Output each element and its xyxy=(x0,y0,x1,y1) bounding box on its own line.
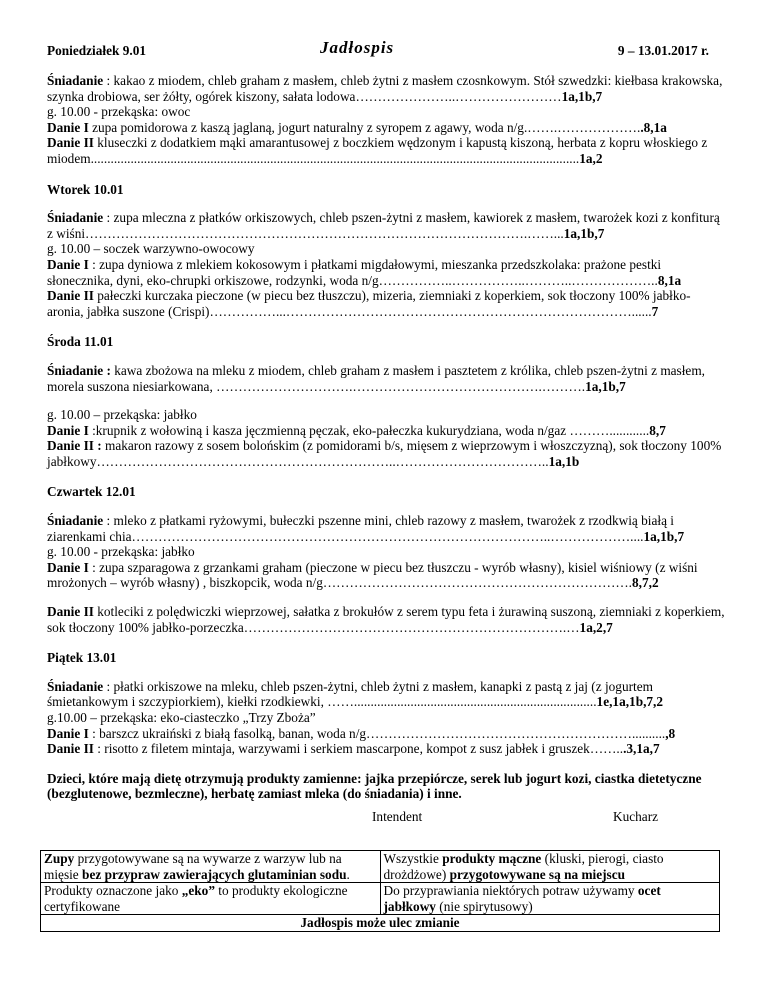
breakfast-line: Śniadanie : zupa mleczna z płatków orkiszowych, chleb pszen-żytni z masłem, kawiorek z masłem, twarożek kozi z konfiturą z wiśni……………………………………………………………………………………….……...1a,1b,7 xyxy=(47,210,720,241)
info-soups: Zupy przygotowywane są na wywarze z warzyw lub na mięsie bez przypraw zawierających glutaminian sodu. xyxy=(41,851,381,883)
lunch-2-line: Danie II kotleciki z polędwiczki wieprzowej, sałatka z brokułów z serem typu feta i żurawiną suszoną, ziemniaki z koperkiem, sok tłoczony 100% jabłko-porzeczka……………………………………………………………….…1a,2,7 xyxy=(47,604,725,635)
info-vinegar: Do przyprawiania niektórych potraw używamy ocet jabłkowy (nie spirytusowy) xyxy=(380,883,720,915)
day-title: Czwartek 12.01 xyxy=(47,484,136,500)
snack-line: g. 10.00 – soczek warzywno-owocowy xyxy=(47,241,255,257)
signature-intendent: Intendent xyxy=(372,808,423,824)
lunch-2-line: Danie II : makaron razowy z sosem bolońskim (z pomidorami b/s, mięsem z wieprzowym i włoszczyzną), sok tłoczony 100% jabłkowy…………………………………………………………..……………………………..1a,1b xyxy=(47,438,722,469)
breakfast-line: Śniadanie : kakao z miodem, chleb graham z masłem, chleb żytni z masłem czosnkowym. Stół szwedzki: kiełbasa krakowska, szynka drobiowa, ser żółty, ogórek kiszony, sałata lodowa…………………..……………………1a,1b,7 xyxy=(47,73,723,104)
breakfast-line: Śniadanie : mleko z płatkami ryżowymi, bułeczki pszenne mini, chleb razowy z masłem, twarożek z rzodkwią białą i ziarenkami chia…………………………………………………………………………………..………………....1a,1b,7 xyxy=(47,513,685,544)
lunch-2-line: Danie II : risotto z filetem mintaja, warzywami i serkiem mascarpone, kompot z susz jabłek i gruszek……...3,1a,7 xyxy=(47,741,660,757)
info-flour-products: Wszystkie produkty mączne (kluski, pierogi, ciasto drożdżowe) przygotowywane są na miejscu xyxy=(380,851,720,883)
day-monday xyxy=(47,73,727,167)
table-row xyxy=(41,851,720,883)
lunch-1-line: Danie I : zupa szparagowa z grzankami graham (pieczone w piecu bez tłuszczu - wyrób własny), kisiel wiśniowy (z wiśni mrożonych – wyrób własny) , biszkopcik, woda n/g…………………………………………………………….8,7,2 xyxy=(47,559,698,591)
day-wednesday xyxy=(47,334,727,469)
signature-cook: Kucharz xyxy=(613,808,659,824)
snack-line: g.10.00 – przekąska: eko-ciasteczko „Trzy Zboża” xyxy=(47,710,316,725)
day-title: Środa 11.01 xyxy=(47,334,114,350)
signatures xyxy=(47,809,727,827)
day-title: Wtorek 10.01 xyxy=(47,181,124,197)
diet-note: Dzieci, które mają dietę otrzymują produkty zamienne: jajka przepiórcze, serek lub jogurt kozi, ciastka dietetyczne (bezglutenowe, bezmleczne), herbatę zamiast mleka (do śniadania) i inne. xyxy=(47,770,702,802)
lunch-2-line: Danie II pałeczki kurczaka pieczone (w piecu bez tłuszczu), mizeria, ziemniaki z koperkiem, sok tłoczony 100% jabłko-aronia, jabłka suszone (Crispi)……………...……………………………………………………………………......7 xyxy=(47,288,691,319)
snack-line: g. 10.00 - przekąska: owoc xyxy=(47,104,191,120)
table-row xyxy=(41,915,720,932)
breakfast-line: Śniadanie : kawa zbożowa na mleku z miodem, chleb graham z masłem i pasztetem z królika, chleb pszen-żytni z masłem, morela suszona niesiarkowana, ………………………….…………………………………….……….1a,1b,7 xyxy=(47,362,705,394)
menu-may-change: Jadłospis może ulec zmianie xyxy=(41,915,720,932)
table-row xyxy=(41,883,720,915)
lunch-1-line: Danie I zupa pomidorowa z kaszą jaglaną, jogurt naturalny z syropem z agawy, woda n/g.…….………………..8,1a xyxy=(47,119,667,135)
menu-header xyxy=(47,40,727,60)
day-title: Piątek 13.01 xyxy=(47,650,117,666)
day-friday xyxy=(47,650,727,757)
lunch-1-line: Danie I :krupnik z wołowiną i kasza jęczmienną pęczak, eko-pałeczka kukurydziana, woda n/gaz ………............8,7 xyxy=(47,422,666,438)
lunch-2-line: Danie II kluseczki z dodatkiem mąki amarantusowej z boczkiem wędzonym i kapustą kiszoną, herbata z kopru włoskiego z miodem...................................................................................................................................................1a,2 xyxy=(47,135,708,166)
day-tuesday xyxy=(47,182,727,320)
info-eco: Produkty oznaczone jako „eko” to produkty ekologiczne certyfikowane xyxy=(41,883,381,915)
date-range: 9 – 13.01.2017 r. xyxy=(617,43,709,58)
info-table xyxy=(40,850,720,932)
lunch-1-line: Danie I : zupa dyniowa z mlekiem kokosowym i płatkami migdałowymi, mieszanka przedszkolaka: prażone pestki słonecznika, dyni, eko-chrupki orkiszowe, rodzynki, woda n/g……………..……………..………..………………..8,1a xyxy=(47,256,682,288)
snack-line: g. 10.00 - przekąska: jabłko xyxy=(47,544,195,560)
menu-title: Jadłospis xyxy=(320,38,395,57)
snack-line: g. 10.00 – przekąska: jabłko xyxy=(47,407,197,423)
breakfast-line: Śniadanie : płatki orkiszowe na mleku, chleb pszen-żytni, chleb żytni z masłem, kanapki z pastą z jaj (z jogurtem śmietankowym i szczypiorkiem), kiełki rzodkiewki, …….........................................................................1e,1a,1b,7,2 xyxy=(47,678,664,710)
day-thursday xyxy=(47,484,727,635)
menu-page xyxy=(47,40,727,827)
header-day: Poniedziałek 9.01 xyxy=(47,43,146,58)
lunch-1-line: Danie I : barszcz ukraiński z białą fasolką, banan, woda n/g……………………………………………………..........,8 xyxy=(47,725,676,741)
